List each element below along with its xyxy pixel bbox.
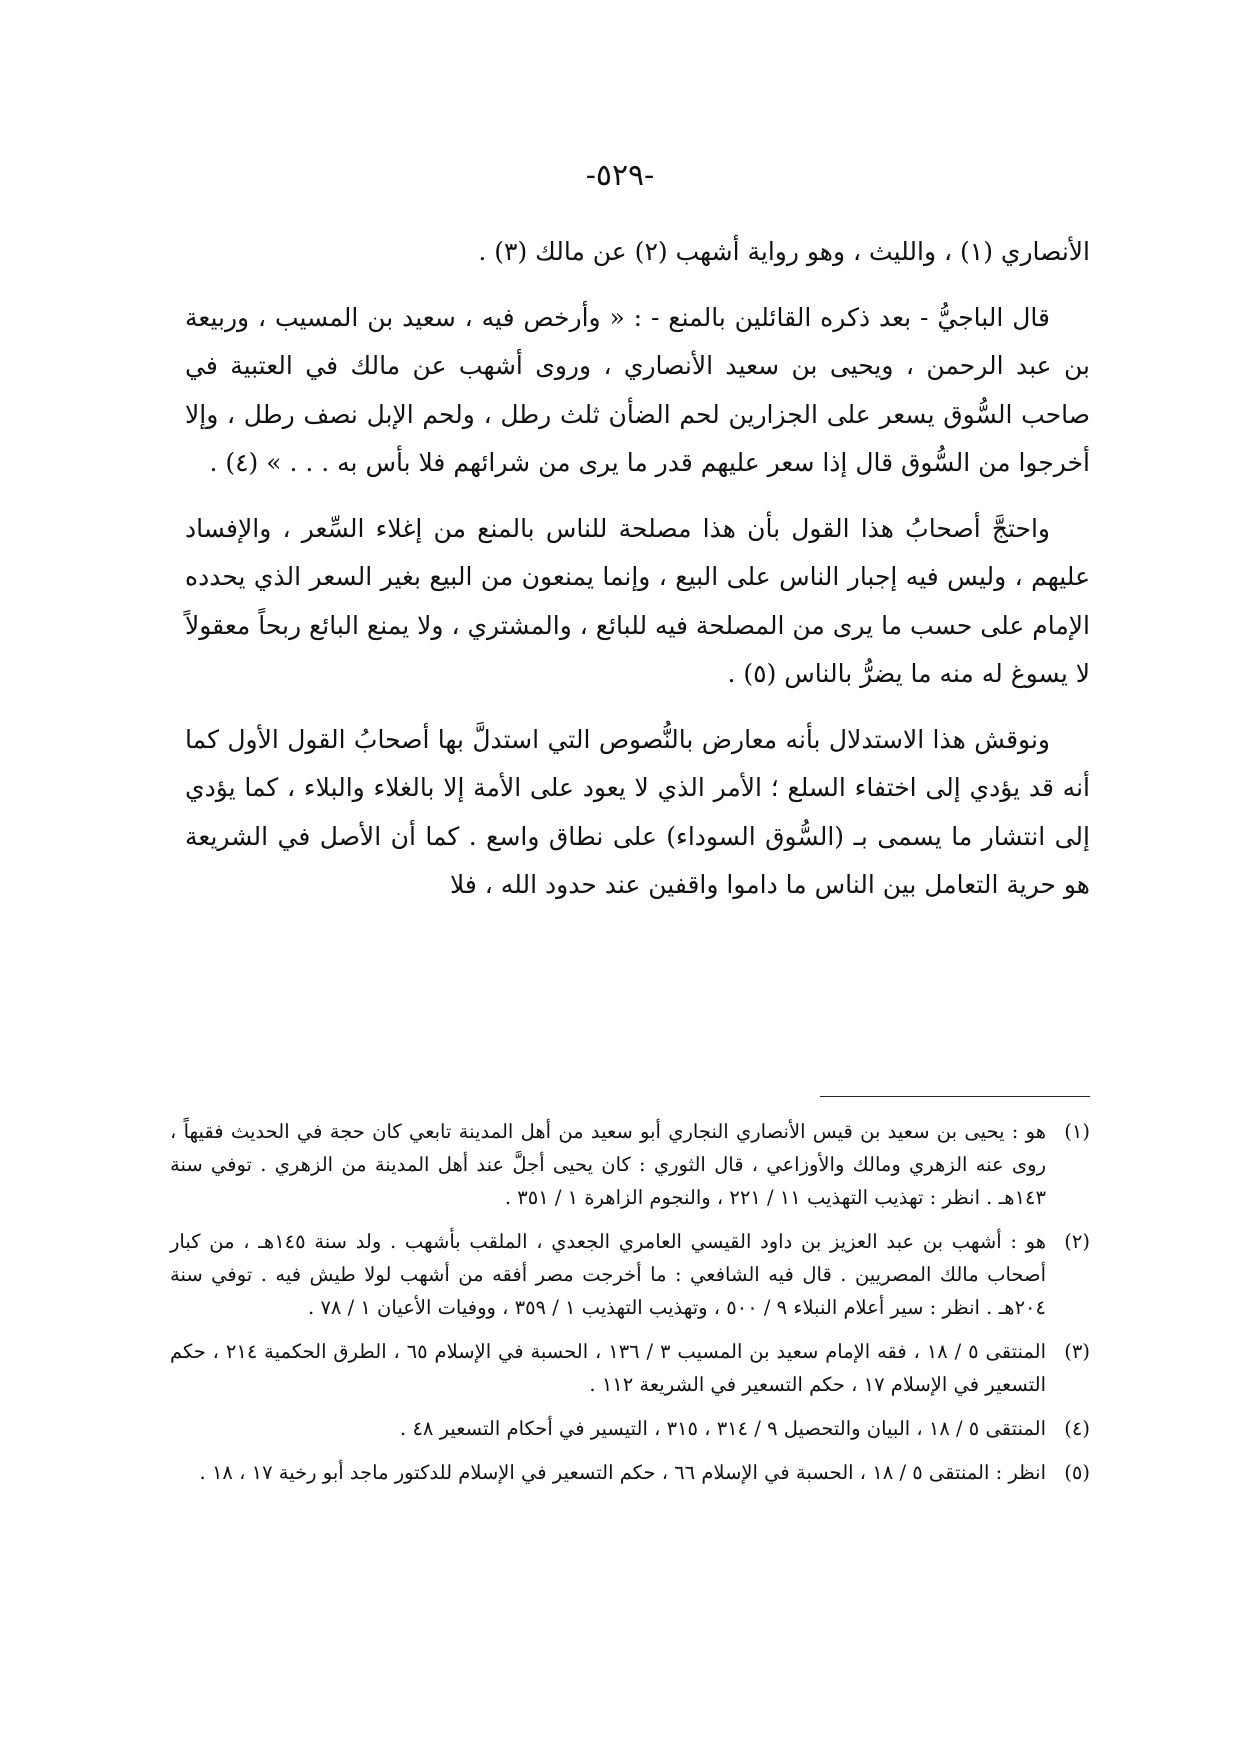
page-number: -٥٢٩- (585, 158, 655, 193)
footnote (170, 1412, 1090, 1445)
footnote-text: هو : يحيى بن سعيد بن قيس الأنصاري النجاري أبو سعيد من أهل المدينة تابعي كان حجة في الحديث فقيهاً ، روى عنه الزهري ومالك والأوزاعي ، قال الثوري : كان يحيى أجلَّ عند أهل المدينة من الزهري . توفي سنة ١٤٣هـ . انظر : تهذيب التهذيب ١١ / ٢٢١ ، والنجوم الزاهرة ١ / ٣٥١ . (170, 1120, 1046, 1209)
footnote-separator (820, 1096, 1090, 1097)
footnote-number: (١) (1064, 1120, 1090, 1143)
footnotes (170, 1115, 1090, 1500)
paragraph: قال الباجيُّ - بعد ذكره القائلين بالمنع - : « وأرخص فيه ، سعيد بن المسيب ، وربيعة بن عبد الرحمن ، ويحيى بن سعيد الأنصاري ، وروى أشهب عن مالك في العتبية في صاحب السُّوق يسعر على الجزارين لحم الضأن ثلث رطل ، ولحم الإبل نصف رطل ، وإلا أخرجوا من السُّوق قال إذا سعر عليهم قدر ما يرى من شرائهم فلا بأس به . . . » (٤) . (185, 302, 1090, 477)
footnote (170, 1115, 1090, 1214)
main-text (185, 228, 1090, 927)
footnote (170, 1335, 1090, 1401)
footnote-number: (٣) (1064, 1340, 1090, 1363)
footnote-text: انظر : المنتقى ٥ / ١٨ ، الحسبة في الإسلام ٦٦ ، حكم التسعير في الإسلام للدكتور ماجد أبو رخية ١٧ ، ١٨ . (199, 1461, 1046, 1484)
footnote-text: هو : أشهب بن عبد العزيز بن داود القيسي العامري الجعدي ، الملقب بأشهب . ولد سنة ١٤٥هـ ، من كبار أصحاب مالك المصريين . قال فيه الشافعي : ما أخرجت مصر أفقه من أشهب لولا طيش فيه . توفي سنة ٢٠٤هـ . انظر : سير أعلام النبلاء ٩ / ٥٠٠ ، وتهذيب التهذيب ١ / ٣٥٩ ، ووفيات الأعيان ١ / ٧٨ . (170, 1230, 1046, 1319)
footnote-text: المنتقى ٥ / ١٨ ، البيان والتحصيل ٩ / ٣١٤ ، ٣١٥ ، التيسير في أحكام التسعير ٤٨ . (400, 1417, 1046, 1440)
footnote (170, 1456, 1090, 1489)
footnote-text: المنتقى ٥ / ١٨ ، فقه الإمام سعيد بن المسيب ٣ / ١٣٦ ، الحسبة في الإسلام ٦٥ ، الطرق الحكمية ٢١٤ ، حكم التسعير في الإسلام ١٧ ، حكم التسعير في الشريعة ١١٢ . (170, 1340, 1046, 1396)
footnote-number: (٢) (1064, 1230, 1090, 1253)
paragraph: ونوقش هذا الاستدلال بأنه معارض بالنُّصوص التي استدلَّ بها أصحابُ القول الأول كما أنه قد يؤدي إلى اختفاء السلع ؛ الأمر الذي لا يعود على الأمة إلا بالغلاء والبلاء ، كما يؤدي إلى انتشار ما يسمى بـ (السُّوق السوداء) على نطاق واسع . كما أن الأصل في الشريعة هو حرية التعامل بين الناس ما داموا واقفين عند حدود الله ، فلا (185, 724, 1090, 899)
paragraph: الأنصاري (١) ، والليث ، وهو رواية أشهب (٢) عن مالك (٣) . (478, 237, 1090, 266)
paragraph: واحتجَّ أصحابُ هذا القول بأن هذا مصلحة للناس بالمنع من إغلاء السِّعر ، والإفساد عليهم ، وليس فيه إجبار الناس على البيع ، وإنما يمنعون من البيع بغير السعر الذي يحدده الإمام على حسب ما يرى من المصلحة فيه للبائع ، والمشتري ، ولا يمنع البائع ربحاً معقولاً لا يسوغ له منه ما يضرُّ بالناس (٥) . (185, 513, 1090, 688)
footnote (170, 1225, 1090, 1324)
footnote-number: (٤) (1064, 1417, 1090, 1440)
footnote-number: (٥) (1064, 1461, 1090, 1484)
